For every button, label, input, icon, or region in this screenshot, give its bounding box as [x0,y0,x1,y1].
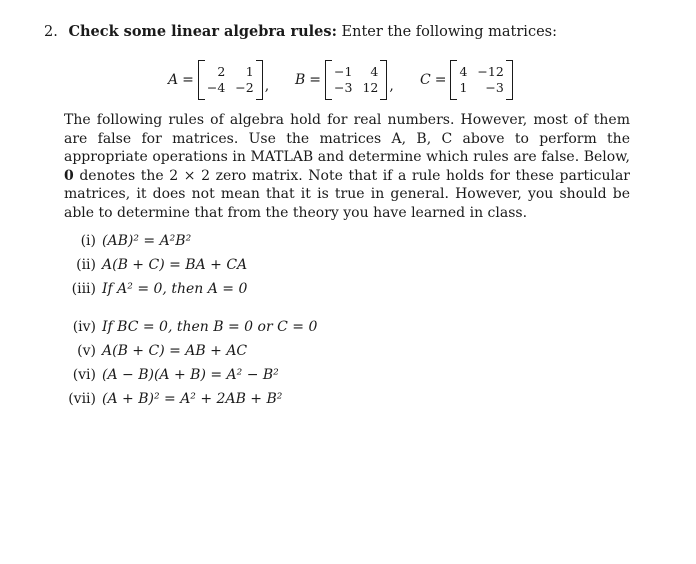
matrix-entry: −1 [334,64,353,79]
rule-item [56,363,317,387]
rule-item [56,339,317,363]
left-bracket [325,60,332,100]
matrix-b [295,58,394,102]
rules-list-1 [56,229,247,301]
rule-label: (vii) [68,391,96,407]
rule-label: (iv) [72,319,96,335]
rule-label: (i) [80,233,96,249]
rule-label: (ii) [76,257,96,273]
left-bracket [450,60,457,100]
instructions-paragraph [64,111,630,222]
matrix-entry: 2 [217,64,226,79]
matrix-entry: −12 [477,64,504,79]
rule-label: (vi) [72,367,96,383]
rule-expression: (A + B)² = A² + 2AB + B² [102,391,283,407]
matrix-entry: 4 [459,64,468,79]
matrix-entries [457,64,505,96]
right-bracket [380,60,387,100]
matrix-entry: 4 [370,64,379,79]
rule-expression: If BC = 0, then B = 0 or C = 0 [102,319,318,335]
zero-matrix-symbol: 0 [64,167,74,184]
rule-label: (iii) [71,281,96,297]
matrix-a [168,58,269,102]
right-bracket [256,60,263,100]
rule-label: (v) [77,343,96,359]
rule-item [56,315,317,339]
equals-sign: = [182,72,194,88]
equals-sign: = [434,72,447,88]
equals-sign: = [309,72,322,88]
rule-expression: A(B + C) = AB + AC [102,343,248,359]
matrix-entry: −3 [334,80,353,95]
matrix-definitions [0,58,696,102]
rule-item [56,253,247,277]
matrix-c [420,58,515,102]
problem-header [44,22,664,42]
matrix-entry: −3 [485,80,504,95]
paragraph-text-1: The following rules of algebra hold for real numbers. However, most of them are false for matrices. Use the matrices A, B, C above to perform the appropriate operations in MATLAB and determine which rules are false. Below, [64,112,630,165]
matrix-entry: −4 [206,80,226,95]
problem-title: Check some linear algebra rules: [68,23,337,40]
separator: , [389,78,394,94]
matrix-entry: 1 [459,80,468,95]
matrix-entries [205,64,256,96]
rule-item [56,229,247,253]
matrix-name: A [168,72,179,88]
rule-item [56,277,247,301]
right-bracket [506,60,513,100]
matrix-name: C [420,72,431,88]
matrix-entry: −2 [235,80,254,95]
rule-expression: (A − B)(A + B) = A² − B² [102,367,279,383]
matrix-entry: 12 [362,80,379,95]
rule-item [56,387,317,411]
matrix-entries [332,64,380,96]
matrix-entry: 1 [245,64,254,79]
problem-intro: Enter the following matrices: [341,24,557,40]
separator: , [264,78,270,94]
rule-expression: (AB)² = A²B² [102,233,192,249]
rule-expression: If A² = 0, then A = 0 [102,281,248,297]
rule-expression: A(B + C) = BA + CA [102,257,248,273]
problem-number: 2. [44,24,58,40]
paragraph-text-2: denotes the 2 × 2 zero matrix. Note that if a rule holds for these particular matrices, it does not mean that it is true in general. However, you should be able to determine that from the theory you have learned in class. [64,167,630,221]
left-bracket [198,60,205,100]
rules-list-2 [56,315,317,411]
matrix-name: B [295,72,306,88]
